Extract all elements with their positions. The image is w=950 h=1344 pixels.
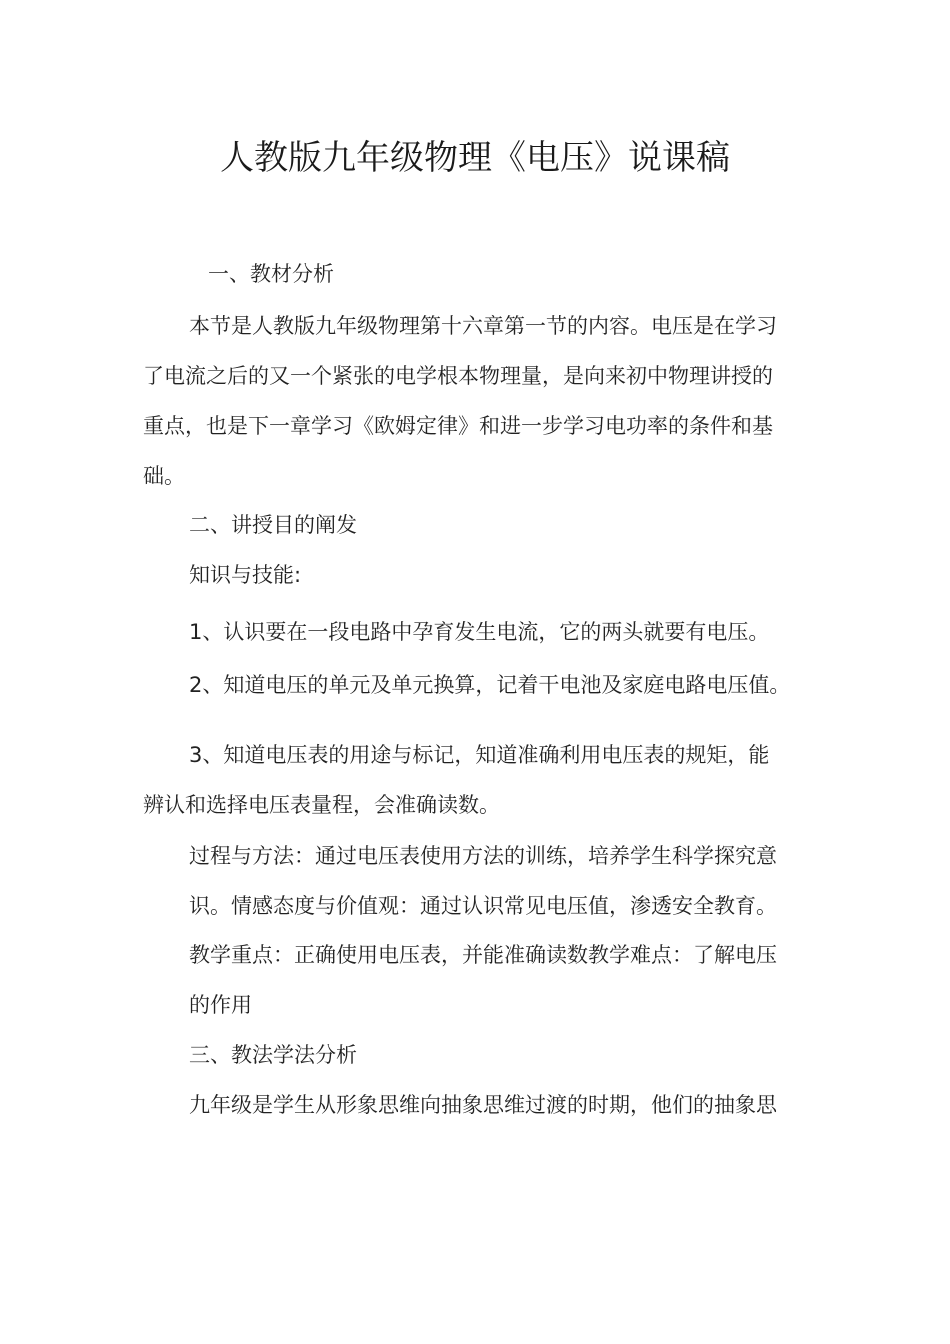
paragraph-key-points: 教学重点：正确使用电压表，并能准确读数教学难点：了解电压 bbox=[189, 943, 777, 967]
section-heading-textbook-analysis: 一、教材分析 bbox=[208, 262, 334, 286]
list-item-3-continued: 辨认和选择电压表量程，会准确读数。 bbox=[143, 793, 500, 817]
paragraph-line: 重点，也是下一章学习《欧姆定律》和进一步学习电功率的条件和基 bbox=[143, 414, 773, 438]
paragraph-line: 了电流之后的又一个紧张的电学根本物理量，是向来初中物理讲授的 bbox=[143, 364, 773, 388]
list-item-1: 1、认识要在一段电路中孕育发生电流，它的两头就要有电压。 bbox=[189, 620, 770, 644]
paragraph-line: 九年级是学生从形象思维向抽象思维过渡的时期，他们的抽象思 bbox=[189, 1093, 777, 1117]
paragraph-process-methods-continued: 识。情感态度与价值观：通过认识常见电压值，渗透安全教育。 bbox=[189, 894, 777, 918]
document-title: 人教版九年级物理《电压》说课稿 bbox=[220, 138, 730, 178]
paragraph-process-methods: 过程与方法：通过电压表使用方法的训练，培养学生科学探究意 bbox=[189, 844, 777, 868]
list-item-3: 3、知道电压表的用途与标记，知道准确利用电压表的规矩，能 bbox=[189, 743, 770, 767]
paragraph-key-points-continued: 的作用 bbox=[189, 993, 252, 1017]
section-heading-method-analysis: 三、教法学法分析 bbox=[189, 1043, 357, 1067]
paragraph-line: 本节是人教版九年级物理第十六章第一节的内容。电压是在学习 bbox=[189, 314, 777, 338]
paragraph-line: 础。 bbox=[143, 464, 185, 488]
section-heading-teaching-objectives: 二、讲授目的阐发 bbox=[189, 513, 357, 537]
subheading-knowledge-skills: 知识与技能: bbox=[189, 563, 302, 587]
list-item-2: 2、知道电压的单元及单元换算，记着干电池及家庭电路电压值。 bbox=[189, 673, 791, 697]
